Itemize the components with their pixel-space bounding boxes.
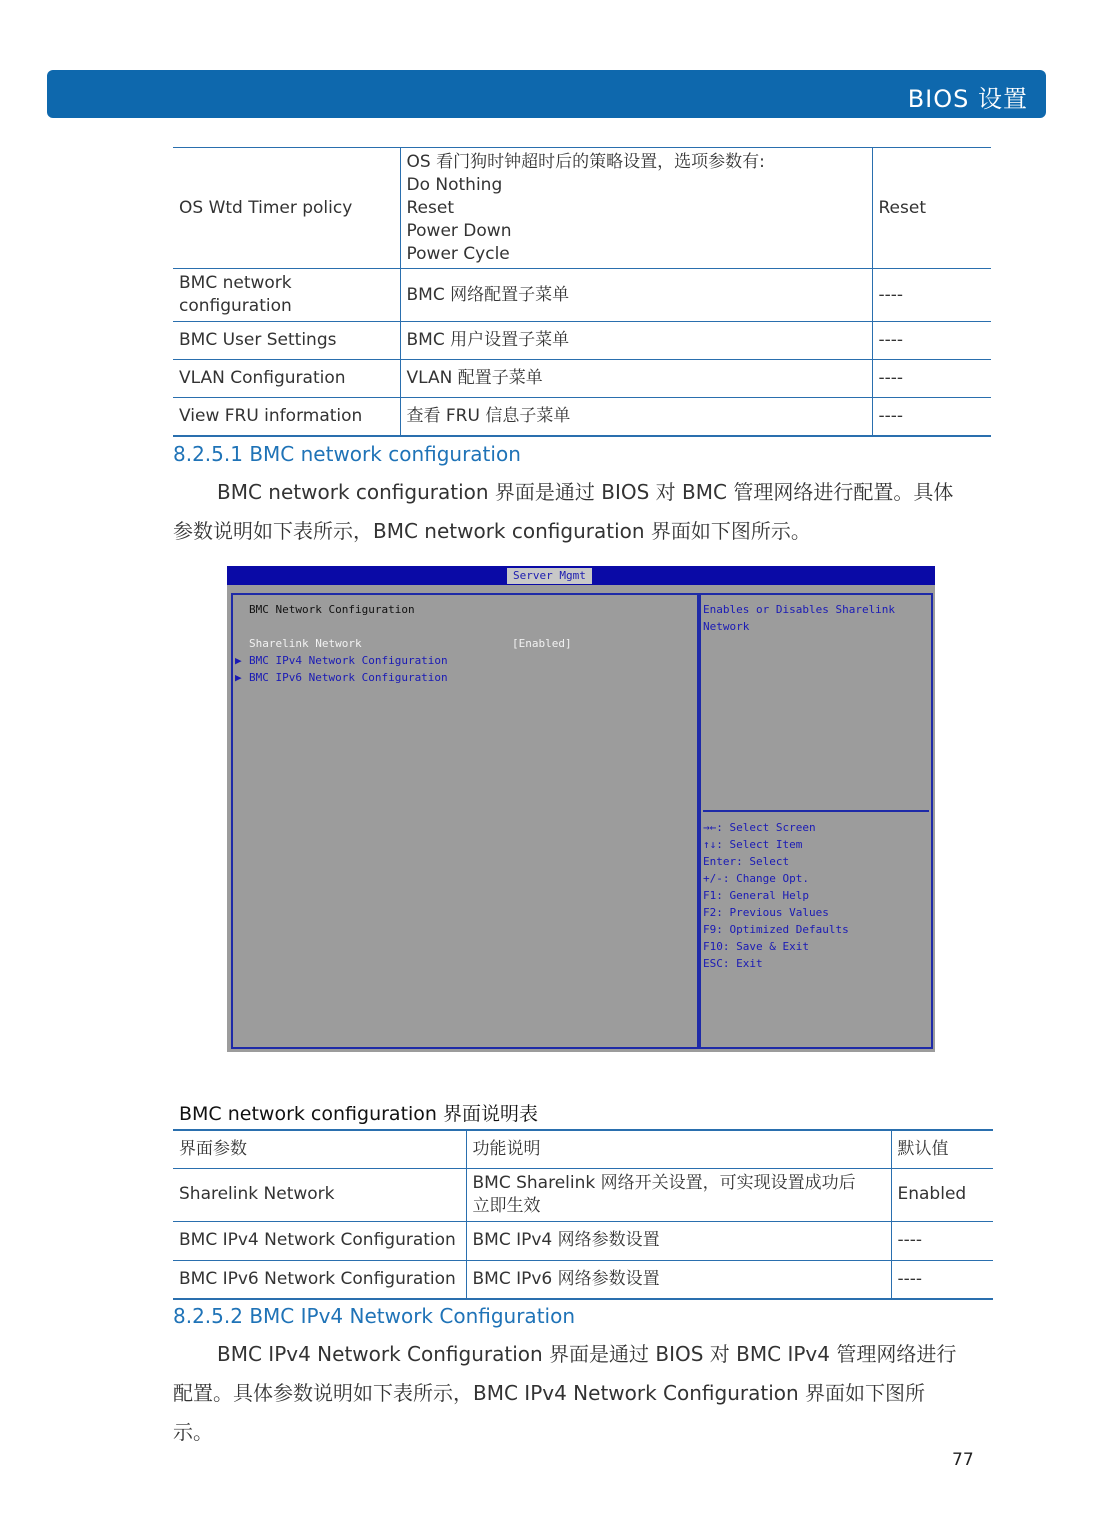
bios-item-ipv4-config[interactable]: BMC IPv4 Network Configuration [249,654,448,667]
param-cell: BMC IPv4 Network Configuration [173,1221,466,1260]
interface-table [173,1129,993,1300]
page-number: 77 [952,1450,974,1470]
submenu-arrow-icon: ▶ [235,654,242,667]
options-table [173,147,991,437]
section-title-1: 8.2.5.1 BMC network configuration [173,442,521,466]
param-cell: BMC network configuration [173,269,400,322]
table-row [173,1260,993,1299]
bios-page-title: BMC Network Configuration [249,603,415,616]
column-header: 界面参数 [173,1130,466,1168]
default-cell: Reset [872,148,991,269]
help-text-line: Enables or Disables Sharelink [703,603,896,616]
key-hint: F10: Save & Exit [703,940,809,953]
section-title-2: 8.2.5.2 BMC IPv4 Network Configuration [173,1304,576,1328]
desc-cell: OS 看门狗时钟超时后的策略设置，选项参数有: Do Nothing Reset Power Down Power Cycle [400,148,872,269]
table-row [173,398,991,436]
section-2-paragraph: BMC IPv4 Network Configuration 界面是通过 BIOS 对 BMC IPv4 管理网络进行 配置。具体参数说明如下表所示，BMC IPv4 Network Configuration 界面如下图所 示。 [173,1342,957,1444]
bios-screenshot [227,566,935,1052]
desc-cell: BMC Sharelink 网络开关设置，可实现设置成功后 立即生效 [466,1168,891,1221]
header-title: BIOS 设置 [907,85,1028,113]
key-hint: Enter: Select [703,855,790,868]
desc-cell: 查看 FRU 信息子菜单 [400,398,872,436]
help-text-line: Network [703,620,750,633]
desc-cell: BMC 用户设置子菜单 [400,322,872,360]
key-hint: F2: Previous Values [703,906,829,919]
key-hint: ↑↓: Select Item [703,838,803,851]
param-cell: VLAN Configuration [173,360,400,398]
default-cell: ---- [891,1260,993,1299]
key-hint: ESC: Exit [703,957,763,970]
column-header: 默认值 [891,1130,993,1168]
key-hint: F9: Optimized Defaults [703,923,849,936]
bios-help-panel [699,593,933,1049]
table-row [173,1221,993,1260]
default-cell: Enabled [891,1168,993,1221]
key-hint: F1: General Help [703,889,809,902]
default-cell: ---- [891,1221,993,1260]
default-cell: ---- [872,398,991,436]
table-row [173,360,991,398]
param-cell: Sharelink Network [173,1168,466,1221]
table-row [173,148,991,269]
table-row [173,322,991,360]
table-caption: BMC network configuration 界面说明表 [179,1103,539,1125]
param-cell: OS Wtd Timer policy [173,148,400,269]
key-hint: +/-: Change Opt. [703,872,809,885]
section-1-paragraph: BMC network configuration 界面是通过 BIOS 对 BMC 管理网络进行配置。具体 参数说明如下表所示，BMC network configuration 界面如下图所示。 [173,480,954,543]
param-cell: BMC IPv6 Network Configuration [173,1260,466,1299]
desc-cell: BMC IPv6 网络参数设置 [466,1260,891,1299]
bios-top-bar [227,566,935,585]
header-bar [47,70,1046,118]
submenu-arrow-icon: ▶ [235,671,242,684]
bios-item-value[interactable]: [Enabled] [512,637,572,650]
desc-cell: BMC 网络配置子菜单 [400,269,872,322]
desc-cell: BMC IPv4 网络参数设置 [466,1221,891,1260]
default-cell: ---- [872,269,991,322]
column-header: 功能说明 [466,1130,891,1168]
key-hint: →←: Select Screen [703,821,816,834]
table-row [173,269,991,322]
table-row [173,1168,993,1221]
tab-server-mgmt[interactable]: Server Mgmt [507,568,592,584]
desc-cell: VLAN 配置子菜单 [400,360,872,398]
param-cell: BMC User Settings [173,322,400,360]
bios-main-panel [231,593,699,1049]
table-header-row [173,1130,993,1168]
param-cell: View FRU information [173,398,400,436]
default-cell: ---- [872,360,991,398]
default-cell: ---- [872,322,991,360]
bios-item-sharelink-network[interactable]: Sharelink Network [249,637,362,650]
bios-item-ipv6-config[interactable]: BMC IPv6 Network Configuration [249,671,448,684]
help-divider [703,810,929,812]
